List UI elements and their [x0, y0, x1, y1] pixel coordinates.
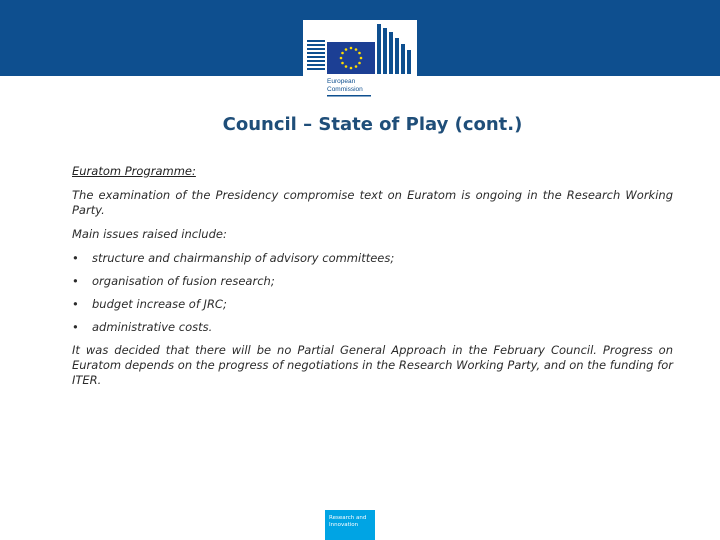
issue-text: organisation of fusion research; — [92, 274, 275, 288]
issue-text: budget increase of JRC; — [92, 297, 227, 311]
footer-badge — [325, 510, 375, 540]
footer-label — [329, 515, 375, 529]
list-item — [72, 297, 673, 312]
bullet-icon: • — [72, 251, 79, 265]
slide-title: Council – State of Play (cont.) — [222, 114, 523, 135]
issues-list — [72, 251, 673, 335]
intro-paragraph: The examination of the Presidency compromise text on Euratom is ongoing in the Research Working Party. — [72, 188, 673, 217]
list-item — [72, 274, 673, 289]
issue-text: structure and chairmanship of advisory committees; — [92, 251, 395, 265]
bullet-icon: • — [72, 297, 79, 311]
eu-commission-logo-icon — [303, 20, 417, 100]
bullet-icon: • — [72, 320, 79, 334]
issues-lead: Main issues raised include: — [72, 227, 227, 241]
footer-label-line1: Research and — [329, 515, 367, 521]
logo-text-line1: European — [327, 78, 356, 85]
footer-label-line2: Innovation — [329, 522, 359, 528]
section-heading: Euratom Programme: — [72, 164, 196, 178]
bullet-icon: • — [72, 274, 79, 288]
conclusion-paragraph: It was decided that there will be no Partial General Approach in the February Council. Progress on Euratom depends on the progress of negotiations in the Research Working Party, and on the funding for ITER. — [72, 343, 673, 387]
logo-text-line2: Commission — [327, 86, 363, 93]
list-item — [72, 320, 673, 335]
issue-text: administrative costs. — [92, 320, 213, 334]
list-item — [72, 251, 673, 266]
slide-content — [72, 164, 673, 397]
